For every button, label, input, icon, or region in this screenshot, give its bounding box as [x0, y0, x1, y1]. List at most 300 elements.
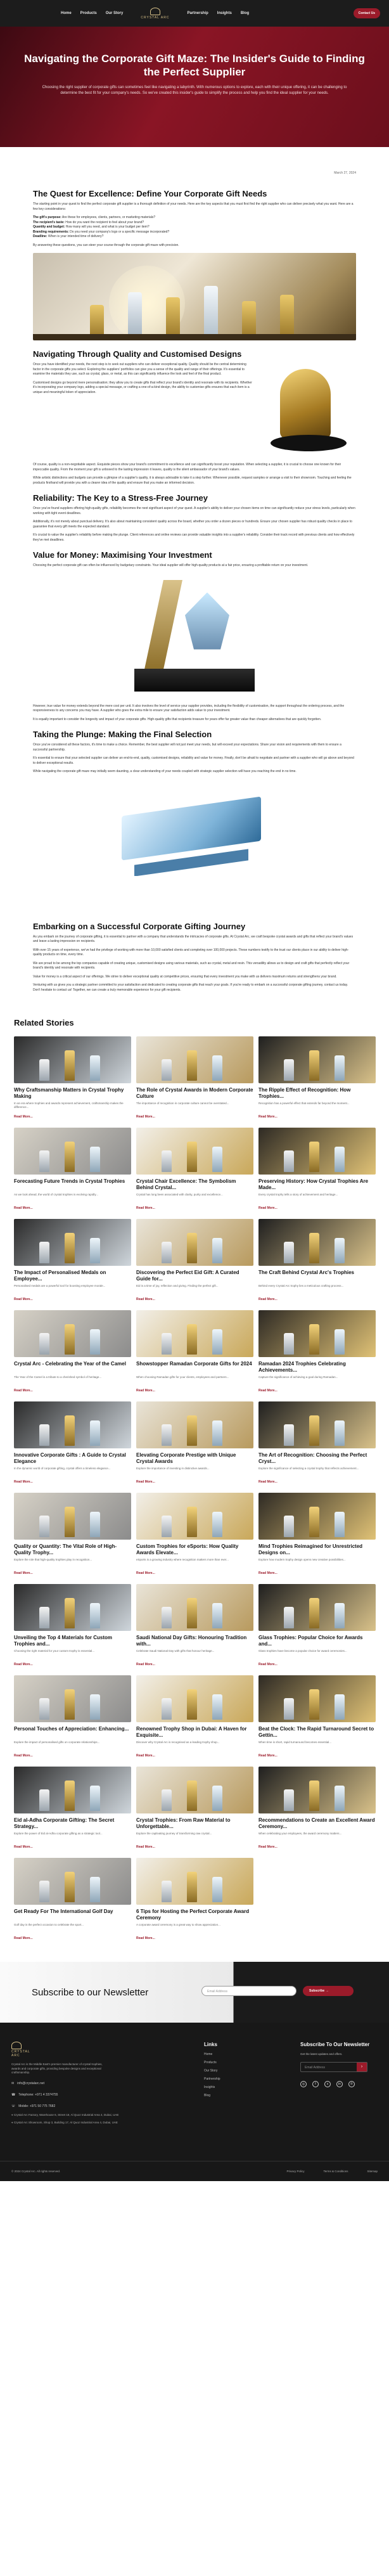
trophy-shape: [162, 1242, 172, 1263]
trophy-shape: [65, 1324, 75, 1355]
trophy-shape: [187, 1233, 197, 1263]
trophy-shape: [187, 1142, 197, 1172]
related-card[interactable]: [14, 1858, 131, 1943]
footer-link[interactable]: Home: [204, 2052, 213, 2056]
footer-email[interactable]: ✉ info@crystalarc.net: [11, 2081, 45, 2085]
list-item: The recipient's taste: How do you want the recipient to feel about your brand?: [33, 220, 144, 224]
trophy-shape: [39, 1789, 49, 1811]
mail-icon: ✉: [11, 2081, 15, 2085]
trophy-shape: [335, 1603, 345, 1628]
related-card-title[interactable]: Elevating Corporate Prestige with Unique Crystal Awards: [136, 1452, 236, 1464]
read-more-link[interactable]: Read More...: [258, 1480, 277, 1484]
trophy-shape: [187, 1415, 197, 1446]
related-card-image[interactable]: [258, 1584, 376, 1631]
related-card[interactable]: [14, 1310, 131, 1395]
sitemap-link[interactable]: Sitemap: [367, 2170, 378, 2173]
facebook-icon[interactable]: f: [312, 2081, 319, 2087]
related-card[interactable]: [14, 1584, 131, 1669]
related-card[interactable]: [258, 1675, 376, 1760]
related-card[interactable]: [258, 1036, 376, 1121]
trophy-shape: [212, 1329, 222, 1355]
related-card-title[interactable]: Crystal Trophies: From Raw Material to Unforgettable...: [136, 1817, 231, 1829]
related-card-excerpt: When choosing Ramadan gifts for your clients, employees and partners...: [136, 1375, 229, 1379]
trophy-shape: [187, 1050, 197, 1081]
footer-bottom: [0, 2161, 389, 2181]
section-title: Value for Money: Maximising Your Investment: [33, 550, 212, 560]
read-more-link[interactable]: Read More...: [136, 1206, 155, 1210]
terms-link[interactable]: Terms & Conditions: [323, 2170, 348, 2173]
related-card[interactable]: [14, 1493, 131, 1578]
related-card[interactable]: [258, 1584, 376, 1669]
related-card-image[interactable]: [14, 1767, 131, 1813]
trophy-shape: [39, 1698, 49, 1720]
trophy-shape: [309, 1233, 319, 1263]
section-title: Taking the Plunge: Making the Final Selection: [33, 730, 212, 739]
social-links: [300, 2081, 376, 2087]
related-card-excerpt: When celebrating your employees, the award ceremony matters...: [258, 1832, 342, 1835]
related-card[interactable]: [14, 1036, 131, 1121]
trophy-shape: [335, 1694, 345, 1720]
footer-link[interactable]: Blog: [204, 2094, 211, 2097]
arrow-right-icon[interactable]: ›: [357, 2063, 367, 2071]
trophy-shape: [309, 1781, 319, 1811]
trophy-shape: [309, 1050, 319, 1081]
x-icon[interactable]: x: [324, 2081, 331, 2087]
trophy-shape: [187, 1781, 197, 1811]
trophy-shape: [90, 1786, 100, 1811]
article-image-crystal-award: [77, 574, 312, 697]
paragraph: As you embark on the journey of corporate gifting, it is essential to partner with a company that understands the intricacies of corporate gifts. At Crystal Arc, we craft bespoke crystal awards and gifts that reflect your brand's values and leave a lasting impression on recipients.: [33, 934, 354, 943]
trophy-shape: [309, 1689, 319, 1720]
trophy-shape: [309, 1415, 319, 1446]
paragraph: While navigating the corporate gift maze may initially seem daunting, a clear understanding of your needs coupled with strategic supplier selection will have you reaching the end in no time.: [33, 770, 297, 773]
trophy-shape: [90, 1512, 100, 1537]
footer-link[interactable]: Insights: [204, 2085, 215, 2089]
related-card-title[interactable]: Forecasting Future Trends in Crystal Trophies: [14, 1178, 125, 1184]
read-more-link[interactable]: Read More...: [136, 1115, 155, 1119]
trophy-shape: [90, 1877, 100, 1902]
trophy-shape: [162, 1698, 172, 1720]
trophy-shape: [309, 1324, 319, 1355]
related-card-image[interactable]: [136, 1767, 253, 1813]
related-card-image[interactable]: [14, 1858, 131, 1905]
paragraph: We are proud to be among the top companies capable of creating unique, customised designs using various materials, such as crystal, metal and resin. This versatility allows us to design and craft gifts that perfectly reflect your brand's identity and resonate with recipients.: [33, 961, 350, 970]
list-item: Quantity and budget: How many will you need, and what is your budget per item?: [33, 225, 150, 229]
trophy-shape: [39, 1607, 49, 1628]
related-card[interactable]: [258, 1401, 376, 1486]
related-card[interactable]: [258, 1219, 376, 1304]
read-more-link[interactable]: Read More...: [136, 1936, 155, 1940]
related-card-title[interactable]: Discovering the Perfect Eid Gift: A Curated Guide for...: [136, 1270, 239, 1282]
trophy-shape: [212, 1786, 222, 1811]
footer-link[interactable]: Partnership: [204, 2077, 220, 2081]
related-card-excerpt: Explore how modern trophy design opens new creative possibilities...: [258, 1558, 346, 1561]
related-card[interactable]: [136, 1584, 253, 1669]
paragraph: With over 15 years of experience, we've had the privilege of working with more than 10,000 satisfied clients and completing over 100,000 projects. These numbers testify to the trust our clients place in our ability to deliver high-quality products on time, every time.: [33, 948, 349, 956]
related-card-excerpt: Golf day is the perfect occasion to celebrate the sport...: [14, 1923, 84, 1926]
footer-logo[interactable]: CRYSTAL ARC: [11, 2042, 37, 2058]
read-more-link[interactable]: Read More...: [258, 1663, 277, 1666]
related-card-title[interactable]: The Role of Crystal Awards in Modern Corporate Culture: [136, 1087, 253, 1099]
related-card-image[interactable]: [14, 1584, 131, 1631]
related-title: Related Stories: [14, 1018, 74, 1027]
newsletter-banner: [0, 1962, 389, 2023]
related-card[interactable]: [14, 1219, 131, 1304]
read-more-link[interactable]: Read More...: [14, 1845, 33, 1849]
read-more-link[interactable]: Read More...: [14, 1298, 33, 1301]
trophy-shape: [335, 1329, 345, 1355]
read-more-link[interactable]: Read More...: [14, 1571, 33, 1575]
related-card-image[interactable]: [14, 1310, 131, 1357]
read-more-link[interactable]: Read More...: [14, 1663, 33, 1666]
related-card-title[interactable]: Unveiling the Top 4 Materials for Custom Trophies and...: [14, 1635, 112, 1647]
related-card[interactable]: [258, 1128, 376, 1213]
related-card[interactable]: [14, 1401, 131, 1486]
nav-products[interactable]: Products: [80, 11, 97, 15]
related-card-title[interactable]: Renowned Trophy Shop in Dubai: A Haven for Exquisite...: [136, 1726, 247, 1738]
trophy-shape: [284, 1059, 294, 1081]
related-card-excerpt: Explore the significance of selecting a crystal trophy that reflects achievement...: [258, 1467, 359, 1470]
trophy-shape: [309, 1507, 319, 1537]
related-card-excerpt: In the dynamic world of corporate gifting, crystal offers a timeless elegance...: [14, 1467, 111, 1470]
trophy-shape: [39, 1150, 49, 1172]
read-more-link[interactable]: Read More...: [258, 1845, 277, 1849]
trophy-shape: [284, 1242, 294, 1263]
read-more-link[interactable]: Read More...: [136, 1389, 155, 1393]
paragraph: Value for money is a critical aspect of our offerings. We strive to deliver exceptional quality at competitive prices, ensuring that every investment you make with us delivers maximum returns and strengthens your brand.: [33, 974, 337, 979]
trophy-shape: [187, 1872, 197, 1902]
related-grid: [14, 1036, 375, 1943]
paragraph: Additionally, it's not merely about punctual delivery. It's also about maintaining consistent quality across the board, whether you order a dozen pieces or hundreds. Ensure your chosen supplier has robust quality checks in place to guarantee that every gift meets the expected standard.: [33, 520, 352, 529]
trophy-shape: [187, 1507, 197, 1537]
trophy-shape: [90, 1238, 100, 1263]
trophy-shape: [162, 1789, 172, 1811]
nav-our-story[interactable]: Our Story: [105, 11, 124, 15]
trophy-shape: [65, 1598, 75, 1628]
read-more-link[interactable]: Read More...: [136, 1845, 155, 1849]
related-card-image[interactable]: [258, 1401, 376, 1448]
footer-subscribe: Subscribe To Our Newsletter Get the latest updates and offers. Email Address › ◎ f x in ✆: [300, 2042, 376, 2087]
paragraph: While artistic distinctions and budgets can provide a glimpse of a supplier's quality, it is always advisable to take it a step further. Whenever possible, request samples or arrange a visit to their showroom. Touching and feeling the products firsthand will provide you with a clearer idea of the quality and ensure that you make an informed decision.: [33, 476, 352, 485]
nav-home[interactable]: Home: [61, 11, 72, 15]
trophy-shape: [335, 1147, 345, 1172]
nav-partnership[interactable]: Partnership: [187, 11, 208, 15]
related-card-title[interactable]: 6 Tips for Hosting the Perfect Corporate Award Ceremony: [136, 1909, 250, 1921]
article-body: [0, 171, 389, 993]
related-card-excerpt: Explore the importance of investing in distinctive awards...: [136, 1467, 210, 1470]
newsletter-title: Subscribe to our Newsletter: [32, 1987, 149, 1998]
trophy-shape: [187, 1598, 197, 1628]
trophy-shape: [162, 1150, 172, 1172]
post-date: March 27, 2024: [334, 171, 356, 175]
trophy-shape: [212, 1694, 222, 1720]
linkedin-icon[interactable]: in: [336, 2081, 343, 2087]
paragraph: Once you've considered all these factors, it's time to make a choice. Remember, the best supplier will not just meet your needs, but will exceed your expectations. Share your vision and requirements with them to ensure a successful partnership.: [33, 743, 341, 752]
related-card[interactable]: [14, 1128, 131, 1213]
read-more-link[interactable]: Read More...: [14, 1480, 33, 1484]
trophy-shape: [212, 1420, 222, 1446]
trophy-shape: [212, 1147, 222, 1172]
related-card-title[interactable]: Crystal Chair Excellence: The Symbolism Behind Crystal...: [136, 1178, 236, 1190]
trophy-shape: [212, 1238, 222, 1263]
instagram-icon[interactable]: ◎: [300, 2081, 307, 2087]
read-more-link[interactable]: Read More...: [258, 1298, 277, 1301]
footer-link[interactable]: Our Story: [204, 2069, 218, 2073]
hero-banner: [0, 27, 389, 147]
trophy-shape: [65, 1781, 75, 1811]
trophy-shape: [162, 1516, 172, 1537]
related-card[interactable]: [136, 1675, 253, 1760]
newsletter-email-input[interactable]: Email Address: [201, 1986, 297, 1996]
related-card-excerpt: The Year of the Camel is a tribute to a cherished symbol of heritage...: [14, 1375, 102, 1379]
related-card-image[interactable]: [136, 1493, 253, 1540]
related-card-title[interactable]: The Art of Recognition: Choosing the Perfect Cryst...: [258, 1452, 367, 1464]
trophy-shape: [284, 1516, 294, 1537]
related-card-image[interactable]: [258, 1767, 376, 1813]
read-more-link[interactable]: Read More...: [14, 1754, 33, 1758]
related-card-image[interactable]: [14, 1675, 131, 1722]
article-image-glass-plaque: [90, 781, 299, 876]
paragraph: It is equally important to consider the longevity and impact of your corporate gifts. High-quality gifts that recipients treasure for years offer far greater value than cheaper alternatives that are quickly forgotten.: [33, 717, 322, 721]
related-card[interactable]: [136, 1401, 253, 1486]
related-card-title[interactable]: Beat the Clock: The Rapid Turnaround Secret to Gettin...: [258, 1726, 374, 1738]
logo-icon: [150, 8, 160, 15]
trophy-shape: [65, 1507, 75, 1537]
footer-links: Links Home Products Our Story Partnership Insights Blog: [204, 2042, 220, 2097]
related-card-title[interactable]: Saudi National Day Gifts: Honouring Tradition with...: [136, 1635, 247, 1647]
footer-about: Crystal Arc is the Middle East's premier manufacturer of crystal trophies, awards and corporate gifts, providing bespoke designs and exceptional craftsmanship.: [11, 2063, 103, 2074]
related-card-title[interactable]: Mind Trophies Reimagined for Unrestricted Designs on...: [258, 1543, 363, 1555]
paragraph: It's crucial to value the supplier's reliability before making the plunge. Client references and online reviews can provide valuable insights into a supplier's reliability. Consider their track record with previous clients and how effectively they've met deadlines.: [33, 533, 355, 542]
trophy-shape: [162, 1059, 172, 1081]
hero-subtitle: Choosing the right supplier of corporate gifts can sometimes feel like navigating a labyrinth. With numerous options to explore, each with their unique offering, it can be challenging to determine the best fit for your company's needs. So we've created this insider's guide to simplify the process and help you find the ideal supplier for your needs.: [42, 86, 347, 95]
trophy-shape: [39, 1881, 49, 1902]
related-card-excerpt: When time is short, rapid turnaround becomes essential...: [258, 1741, 332, 1744]
related-card-title[interactable]: The Impact of Personalised Medals on Employee...: [14, 1270, 106, 1282]
footer-mobile[interactable]: ☏ Mobile: +971 50 775 7682: [11, 2104, 56, 2108]
related-card-excerpt: Eid is a time of joy, reflection and giving. Finding the perfect gift...: [136, 1284, 219, 1287]
contact-button[interactable]: Contact Us: [354, 8, 380, 18]
list-item: Branding requirements: Do you need your company's logo or a specific message incorporated?: [33, 229, 170, 234]
related-card-title[interactable]: Quality or Quantity: The Vital Role of High-Quality Trophy...: [14, 1543, 117, 1555]
trophy-shape: [335, 1420, 345, 1446]
related-card-title[interactable]: Eid al-Adha Corporate Gifting: The Secret Strategy...: [14, 1817, 115, 1829]
trophy-shape: [39, 1059, 49, 1081]
related-card-image[interactable]: [258, 1036, 376, 1083]
related-card[interactable]: [14, 1767, 131, 1852]
related-card[interactable]: [136, 1493, 253, 1578]
related-card-title[interactable]: Custom Trophies for eSports: How Quality Awards Elevate...: [136, 1543, 239, 1555]
related-card-image[interactable]: [136, 1858, 253, 1905]
trophy-shape: [162, 1424, 172, 1446]
related-card[interactable]: [258, 1493, 376, 1578]
nav-blog[interactable]: Blog: [240, 11, 250, 15]
trophy-shape: [39, 1242, 49, 1263]
trophy-shape: [162, 1881, 172, 1902]
related-card[interactable]: [136, 1767, 253, 1852]
related-card-title[interactable]: Recommendations to Create an Excellent Award Ceremony...: [258, 1817, 375, 1829]
read-more-link[interactable]: Read More...: [258, 1206, 277, 1210]
site-logo[interactable]: CRYSTAL ARC: [141, 8, 169, 20]
related-card-title[interactable]: Personal Touches of Appreciation: Enhancing...: [14, 1726, 129, 1732]
related-card-excerpt: Behind every Crystal Arc trophy lies a meticulous crafting process...: [258, 1284, 344, 1287]
related-card-image[interactable]: [258, 1493, 376, 1540]
related-card-image[interactable]: [136, 1584, 253, 1631]
related-card[interactable]: [136, 1036, 253, 1121]
footer-email-input[interactable]: Email Address ›: [300, 2062, 367, 2072]
trophy-shape: [65, 1689, 75, 1720]
trophy-shape: [39, 1424, 49, 1446]
read-more-link[interactable]: Read More...: [136, 1754, 155, 1758]
footer-link[interactable]: Products: [204, 2061, 217, 2064]
trophy-shape: [309, 1598, 319, 1628]
related-card-image[interactable]: [258, 1675, 376, 1722]
whatsapp-icon[interactable]: ✆: [348, 2081, 355, 2087]
paragraph: Choosing the perfect corporate gift can often be influenced by budgetary constraints. Your ideal supplier will offer high-quality products at a fair price, ensuring a profitable return on your investment.: [33, 564, 309, 567]
related-card-title[interactable]: Innovative Corporate Gifts : A Guide to Crystal Elegance: [14, 1452, 126, 1464]
trophy-shape: [65, 1142, 75, 1172]
needs-list: [33, 216, 356, 240]
trophy-shape: [284, 1789, 294, 1811]
related-card-title[interactable]: Get Ready For The International Golf Day: [14, 1909, 113, 1914]
trophy-shape: [212, 1603, 222, 1628]
related-card-title[interactable]: Why Craftsmanship Matters in Crystal Trophy Making: [14, 1087, 124, 1099]
related-card-excerpt: As we look ahead, the world of crystal trophies is evolving rapidly...: [14, 1193, 98, 1196]
related-card-image[interactable]: [14, 1219, 131, 1266]
trophy-shape: [335, 1238, 345, 1263]
related-card-excerpt: Glass trophies have become a popular choice for award ceremonies...: [258, 1649, 347, 1652]
related-card-excerpt: Discover why Crystal Arc is recognised as a leading trophy shop...: [136, 1741, 220, 1744]
related-card-excerpt: Explore the impact of personalised gifts on corporate relationships...: [14, 1741, 100, 1744]
related-card-title[interactable]: Ramadan 2024 Trophies Celebrating Achievements...: [258, 1361, 346, 1373]
related-card[interactable]: [136, 1858, 253, 1943]
related-card-image[interactable]: [136, 1219, 253, 1266]
read-more-link[interactable]: Read More...: [258, 1754, 277, 1758]
related-card-excerpt: eSports is a growing industry where recognition matters more than ever...: [136, 1558, 229, 1561]
related-card[interactable]: [258, 1310, 376, 1395]
trophy-shape: [90, 1603, 100, 1628]
section-title: Embarking on a Successful Corporate Gifting Journey: [33, 921, 246, 931]
read-more-link[interactable]: Read More...: [14, 1115, 33, 1119]
read-more-link[interactable]: Read More...: [14, 1206, 33, 1210]
copyright: © 2024 Crystal Arc. All rights reserved.: [11, 2170, 61, 2173]
article-image-sculpture-trophy: [261, 363, 356, 458]
trophy-shape: [90, 1055, 100, 1081]
trophy-shape: [284, 1698, 294, 1720]
related-card-image[interactable]: [136, 1036, 253, 1083]
section-title: Reliability: The Key to a Stress-Free Journey: [33, 493, 208, 503]
read-more-link[interactable]: Read More...: [14, 1936, 33, 1940]
related-card-excerpt: Explore the power of Eid al-Adha corporate gifting as a strategic tool...: [14, 1832, 103, 1835]
read-more-link[interactable]: Read More...: [136, 1298, 155, 1301]
related-card-excerpt: A corporate award ceremony is a great way to show appreciation...: [136, 1923, 220, 1926]
trophy-shape: [284, 1424, 294, 1446]
related-card[interactable]: [136, 1219, 253, 1304]
related-card-title[interactable]: The Ripple Effect of Recognition: How Trophies...: [258, 1087, 351, 1099]
paragraph: Once you've found suppliers offering high-quality gifts, reliability becomes the next significant aspect of your quest. A supplier's ability to deliver your chosen items on time can significantly reduce your stress levels, particularly when working with tight event deadlines.: [33, 506, 355, 515]
trophy-shape: [162, 1607, 172, 1628]
trophy-shape: [187, 1689, 197, 1720]
related-card-title[interactable]: Showstopper Ramadan Corporate Gifts for 2024: [136, 1361, 252, 1367]
site-footer: [0, 2023, 389, 2181]
related-card[interactable]: [258, 1767, 376, 1852]
related-card-excerpt: Capture the significance of achieving a goal during Ramadan...: [258, 1375, 338, 1379]
paragraph: By answering these questions, you can steer your course through the corporate gift maze with precision.: [33, 243, 179, 247]
related-card[interactable]: [14, 1675, 131, 1760]
privacy-link[interactable]: Privacy Policy: [286, 2170, 305, 2173]
trophy-shape: [187, 1324, 197, 1355]
related-card-image[interactable]: [258, 1128, 376, 1175]
read-more-link[interactable]: Read More...: [258, 1389, 277, 1393]
related-card-image[interactable]: [14, 1401, 131, 1448]
trophy-shape: [39, 1333, 49, 1355]
related-card-image[interactable]: [14, 1128, 131, 1175]
related-card-image[interactable]: [258, 1310, 376, 1357]
read-more-link[interactable]: Read More...: [14, 1389, 33, 1393]
related-card-excerpt: In an era where trophies and awards represent achievement, craftsmanship makes the difference...: [14, 1102, 124, 1109]
trophy-shape: [65, 1050, 75, 1081]
related-card-image[interactable]: [14, 1036, 131, 1083]
related-card-image[interactable]: [258, 1219, 376, 1266]
related-card-image[interactable]: [136, 1675, 253, 1722]
trophy-shape: [212, 1877, 222, 1902]
subscribe-button[interactable]: Subscribe →: [303, 1986, 354, 1996]
trophy-shape: [284, 1607, 294, 1628]
paragraph: Venturing with us gives you a strategic partner committed to your satisfaction and dedicated to creating corporate gifts that reach your goals. If you're ready to embark on a successful corporate gifting journey, contact us today. Don't hesitate to contact us! Together, we can create a truly memorable experience for your gift recipients.: [33, 983, 348, 992]
footer-address: ⌖ Crystal Arc Factory, Warehouse 6, Street 18, Al Quoz Industrial Area 4, Dubai, UAE: [11, 2113, 119, 2116]
related-card-image[interactable]: [136, 1401, 253, 1448]
trophy-shape: [212, 1055, 222, 1081]
related-card[interactable]: [136, 1310, 253, 1395]
related-card[interactable]: [136, 1128, 253, 1213]
related-card-title[interactable]: The Craft Behind Crystal Arc's Trophies: [258, 1270, 354, 1275]
trophy-shape: [284, 1150, 294, 1172]
related-card-image[interactable]: [136, 1128, 253, 1175]
list-item: Deadline: When is your intended time of delivery?: [33, 235, 104, 238]
trophy-shape: [65, 1872, 75, 1902]
nav-insights[interactable]: Insights: [217, 11, 232, 15]
article-image-trophies-table: [33, 253, 356, 340]
logo-icon: [11, 2042, 22, 2049]
related-card-image[interactable]: [136, 1310, 253, 1357]
related-card-image[interactable]: [14, 1493, 131, 1540]
trophy-shape: [90, 1420, 100, 1446]
related-card-excerpt: Choosing the right material for your custom trophy is essential...: [14, 1649, 95, 1652]
read-more-link[interactable]: Read More...: [136, 1663, 155, 1666]
related-card-excerpt: Every crystal trophy tells a story of achievement and heritage...: [258, 1193, 338, 1196]
related-card-excerpt: Celebrate Saudi National Day with gifts that honour heritage...: [136, 1649, 215, 1652]
related-card-excerpt: Personalised medals are a powerful tool for boosting employee morale...: [14, 1284, 106, 1287]
list-item: The gift's purpose: Are these for employees, clients, partners, or marketing materials?: [33, 216, 156, 219]
trophy-shape: [212, 1512, 222, 1537]
related-card-excerpt: Recognition has a powerful effect that extends far beyond the moment...: [258, 1102, 350, 1105]
trophy-shape: [162, 1333, 172, 1355]
read-more-link[interactable]: Read More...: [258, 1115, 277, 1119]
related-card-title[interactable]: Glass Trophies: Popular Choice for Awards and...: [258, 1635, 363, 1647]
read-more-link[interactable]: Read More...: [258, 1571, 277, 1575]
footer-phone[interactable]: ☎ Telephone: +971 4 3374755: [11, 2092, 58, 2097]
read-more-link[interactable]: Read More...: [136, 1480, 155, 1484]
read-more-link[interactable]: Read More...: [136, 1571, 155, 1575]
related-card-excerpt: Crystal has long been associated with clarity, purity and excellence...: [136, 1193, 223, 1196]
related-card-title[interactable]: Preserving History: How Crystal Trophies Are Made...: [258, 1178, 369, 1190]
paragraph: Once you have identified your needs, the next step is to seek out suppliers who can deliver exceptional quality. Quality should be the central determining factor in the corporate gifts you select. Exploring the suppliers' portfolios can give you a sense of the quality and range of their offerings. It's essential to examine the materials they use, such as crystal, glass, or metal, as this can significantly influence the look and feel of the final product.: [33, 363, 246, 376]
page-title: Navigating the Corporate Gift Maze: The Insider's Guide to Finding the Perfect Supplier: [24, 53, 365, 78]
section-title: Navigating Through Quality and Customised Designs: [33, 349, 242, 359]
trophy-shape: [90, 1147, 100, 1172]
related-card-title[interactable]: Crystal Arc - Celebrating the Year of the Camel: [14, 1361, 126, 1367]
trophy-shape: [335, 1786, 345, 1811]
